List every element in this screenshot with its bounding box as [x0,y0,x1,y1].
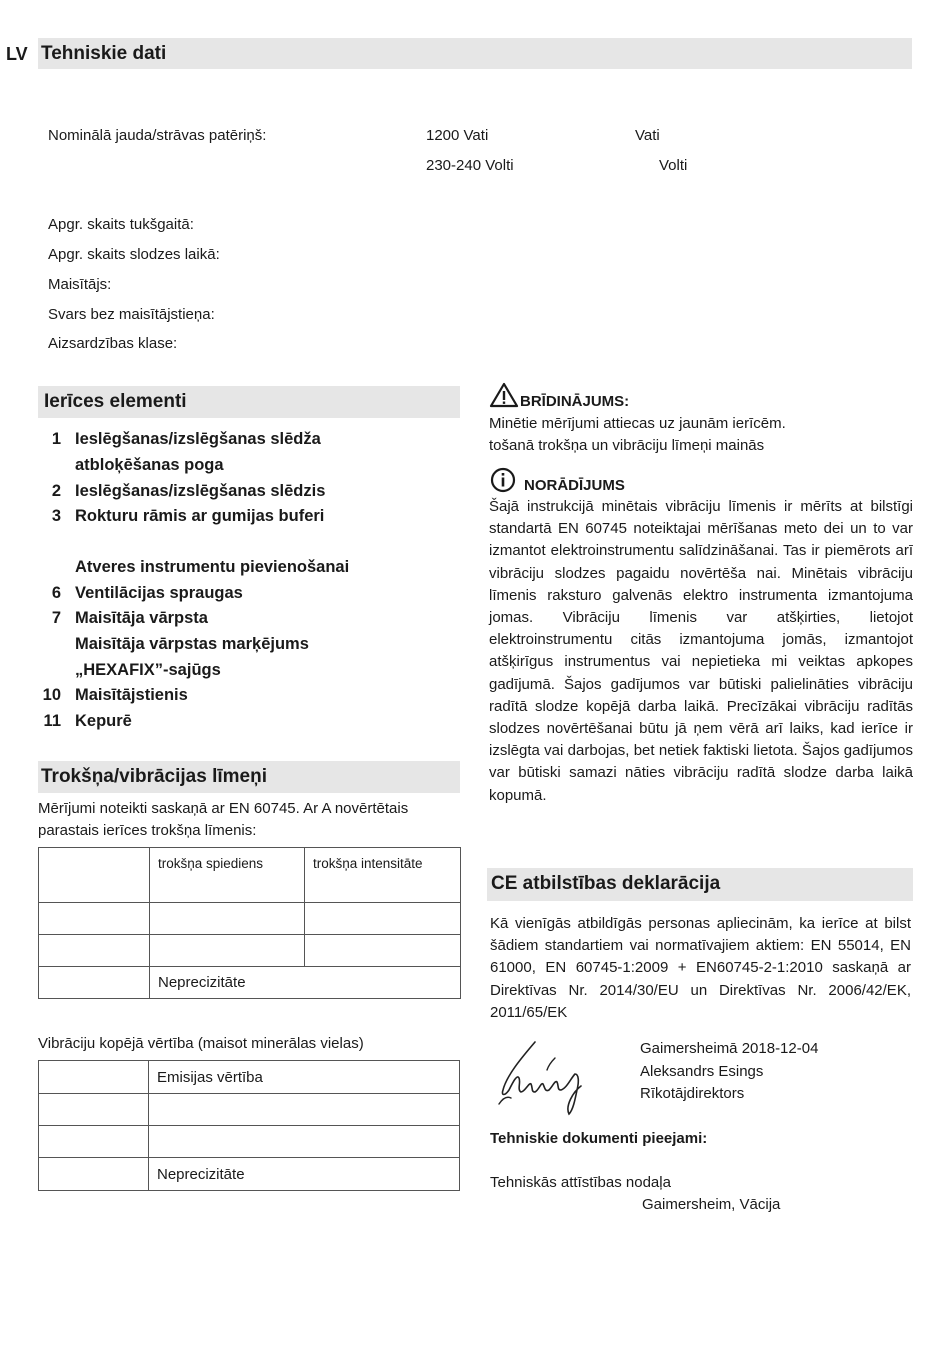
tech-unit-power: Vati [635,127,660,144]
noise-intro: Mērījumi noteikti saskaņā ar EN 60745. Ar A novērtētais parastais ierīces trokšņa līmenis: [38,800,409,840]
item-number: 1 [51,430,61,448]
table-cell [150,935,305,967]
item-number: 2 [51,482,61,500]
tech-label-power: Nominālā jauda/strāvas patēriņš: [48,127,267,144]
table-cell [39,1094,149,1126]
table-cell [39,967,150,999]
table-cell [149,1094,460,1126]
info-circle-icon [490,467,516,493]
noise-title: Trokšņa/vibrācijas līmeņi [38,761,460,793]
table-cell [39,1158,149,1191]
note-text: Šajā instrukcijā minētais vibrāciju līmenis ir mērīts at bilstīgi standartā EN 60745 noteiktajai mērīšanas meto dei un to var izmantot elektroinstrumentu salīdzināšanai. Tas ir piemērots arī vibrāciju slodzes pagaidu novērtēša nai. Minētais vibrāciju līmenis raksturo galvenās elektro instrumenta izmantojuma jomas. Vibrāciju līmenis var atšķirties, lietojot elektroinstrumentu citās izmantojuma jomās, izmantojot atšķirīgus instrumentus vai nepietieka mi veiktas apkopes gadījumā. Šajos gadījumos var būtiski palielināties vibrāciju radītā slodze kopējā darba laikā. Precīzākai vibrāciju radītās slodzes novērtēšanai būtu jā ņem vērā arī laiks, kad ierīce ir izslēgta vai darbojas, bet netiek faktiski lietota. Šajos gadījumos var būtiski samazi nāties vibrāciju radītā slodze darba laikā kopumā. [489,498,913,804]
item-text: Maisītājstienis [75,686,188,704]
table-cell [39,1126,149,1158]
table-row [39,1126,460,1158]
vibration-title: Vibrāciju kopējā vērtība (maisot minerālas vielas) [38,1035,364,1052]
item-text: Kepurē [75,712,132,730]
signature-image [495,1034,595,1120]
item-number: 10 [42,686,61,704]
table-cell [149,1126,460,1158]
item-text: „HEXAFIX”-sajūgs [75,661,221,679]
warning-line-1: Minētie mērījumi attiecas uz jaunām ierīcēm. [489,415,786,432]
item-text: atbloķēšanas poga [75,456,224,474]
warning-title: BRĪDINĀJUMS: [520,393,630,410]
tech-label-load-speed: Apgr. skaits slodzes laikā: [48,246,220,263]
ce-name: Aleksandrs Esings [640,1063,764,1080]
table-cell [150,903,305,935]
tech-label-idle-speed: Apgr. skaits tukšgaitā: [48,216,194,233]
noise-table [38,847,461,999]
table-row [39,967,461,999]
table-row [39,903,461,935]
table-cell [305,903,461,935]
tech-value-power: 1200 Vati [426,127,489,144]
tech-label-weight: Svars bez maisītājstieņa: [48,306,215,323]
item-number: 3 [51,507,61,525]
item-text: Atveres instrumentu pievienošanai [75,558,350,576]
ce-place-date: Gaimersheimā 2018-12-04 [640,1040,819,1057]
vibration-table [38,1060,460,1191]
item-text: Rokturu rāmis ar gumijas buferi [75,507,325,525]
language-code: LV [6,44,28,64]
tech-unit-voltage: Volti [659,157,688,174]
item-number: 6 [51,584,61,602]
table-cell [39,935,150,967]
item-number: 11 [43,712,61,730]
docs-title: Tehniskie dokumenti pieejami: [490,1130,708,1147]
docs-dept: Tehniskās attīstības nodaļa [490,1174,671,1191]
item-text: Ieslēgšanas/izslēgšanas slēdzis [75,482,326,500]
table-cell [39,903,150,935]
table-cell [39,848,150,903]
item-number: 7 [51,609,61,627]
table-cell [39,1061,149,1094]
warning-line-2: tošanā trokšņa un vibrāciju līmeņi mainās [489,437,765,454]
ce-text: Kā vienīgās atbildīgās personas apliecinām, ka ierīce at bilst šādiem standartiem vai normatīvajiem aktiem: EN 55014, EN 61000, EN 60745-1:2009 + EN60745-2-1:2010 saskaņā ar Direktīvas Nr. 2014/30/EU un Direktīvas Nr. 2006/42/EK, 2011/65/EK [490,915,911,1021]
emission-value-label: Emisijas vērtība [149,1061,460,1094]
tech-label-mixer: Maisītājs: [48,276,112,293]
note-title: NORĀDĪJUMS [524,477,625,494]
table-cell [305,935,461,967]
uncertainty-label: Neprecizitāte [150,967,461,999]
item-text: Ieslēgšanas/izslēgšanas slēdža [75,430,321,448]
col-sound-power: trokšņa intensitāte [305,848,461,903]
table-row [39,935,461,967]
item-text: Ventilācijas spraugas [75,584,243,602]
page-title: Tehniskie dati [38,38,912,69]
table-row [39,1094,460,1126]
item-text: Maisītāja vārpstas marķējums [75,635,309,653]
elements-title: Ierīces elementi [38,386,460,418]
tech-value-voltage: 230-240 Volti [426,157,514,174]
col-sound-pressure: trokšņa spiediens [150,848,305,903]
item-text: Maisītāja vārpsta [75,609,208,627]
warning-triangle-icon [489,382,519,408]
ce-title: CE atbilstības deklarācija [487,868,913,901]
docs-place: Gaimersheim, Vācija [642,1196,781,1213]
tech-label-protection: Aizsardzības klase: [48,335,178,352]
ce-position: Rīkotājdirektors [640,1085,745,1102]
uncertainty-label: Neprecizitāte [149,1158,460,1191]
